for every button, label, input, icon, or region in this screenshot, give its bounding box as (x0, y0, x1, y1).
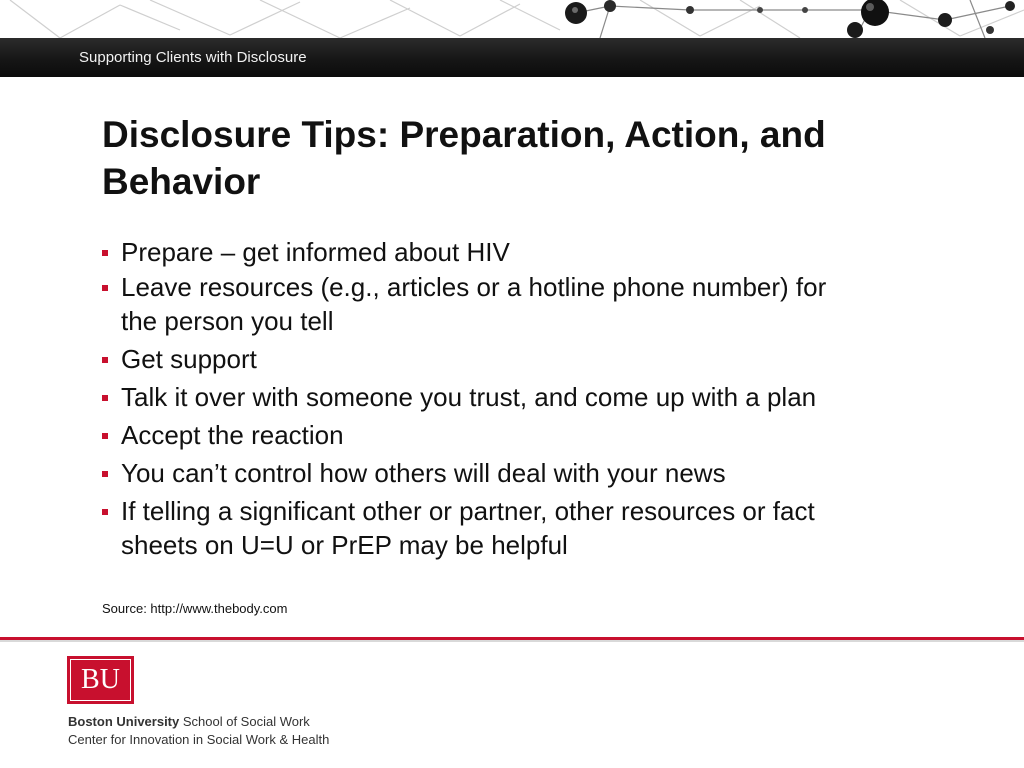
bullet-text: Talk it over with someone you trust, and come up with a plan (121, 382, 817, 412)
slide-title: Disclosure Tips: Preparation, Action, and Behavior (102, 114, 826, 202)
bullet-item (102, 380, 862, 414)
bu-logo-text: BU (70, 659, 131, 701)
source-citation: Source: http://www.thebody.com (102, 601, 288, 616)
bullet-text: If telling a significant other or partner, other resources or fact sheets on U=U or PrEP may be helpful (121, 496, 815, 560)
university-name: Boston University (68, 714, 180, 729)
bullet-item (102, 270, 862, 338)
bullet-text: Get support (121, 344, 257, 374)
network-decoration-graphic (0, 0, 1024, 40)
square-bullet-icon (102, 357, 108, 363)
bu-logo (67, 656, 134, 704)
square-bullet-icon (102, 250, 108, 256)
bullet-list (102, 235, 862, 566)
bullet-text: Leave resources (e.g., articles or a hotline phone number) for the person you tell (121, 272, 827, 336)
square-bullet-icon (102, 285, 108, 291)
bullet-text: You can’t control how others will deal with your news (121, 458, 726, 488)
bullet-item (102, 342, 862, 376)
square-bullet-icon (102, 433, 108, 439)
bullet-text: Accept the reaction (121, 420, 344, 450)
square-bullet-icon (102, 395, 108, 401)
bullet-item (102, 494, 862, 562)
bullet-item (102, 418, 862, 452)
square-bullet-icon (102, 471, 108, 477)
footer-divider-shadow (0, 640, 1024, 642)
network-node-icon (565, 2, 587, 24)
square-bullet-icon (102, 509, 108, 515)
school-name: School of Social Work (179, 714, 310, 729)
bullet-item (102, 235, 862, 269)
center-name: Center for Innovation in Social Work & Health (68, 732, 330, 747)
header-title: Supporting Clients with Disclosure (79, 49, 307, 66)
bullet-text: Prepare – get informed about HIV (121, 237, 510, 267)
bullet-item (102, 456, 862, 490)
org-name (68, 714, 310, 730)
